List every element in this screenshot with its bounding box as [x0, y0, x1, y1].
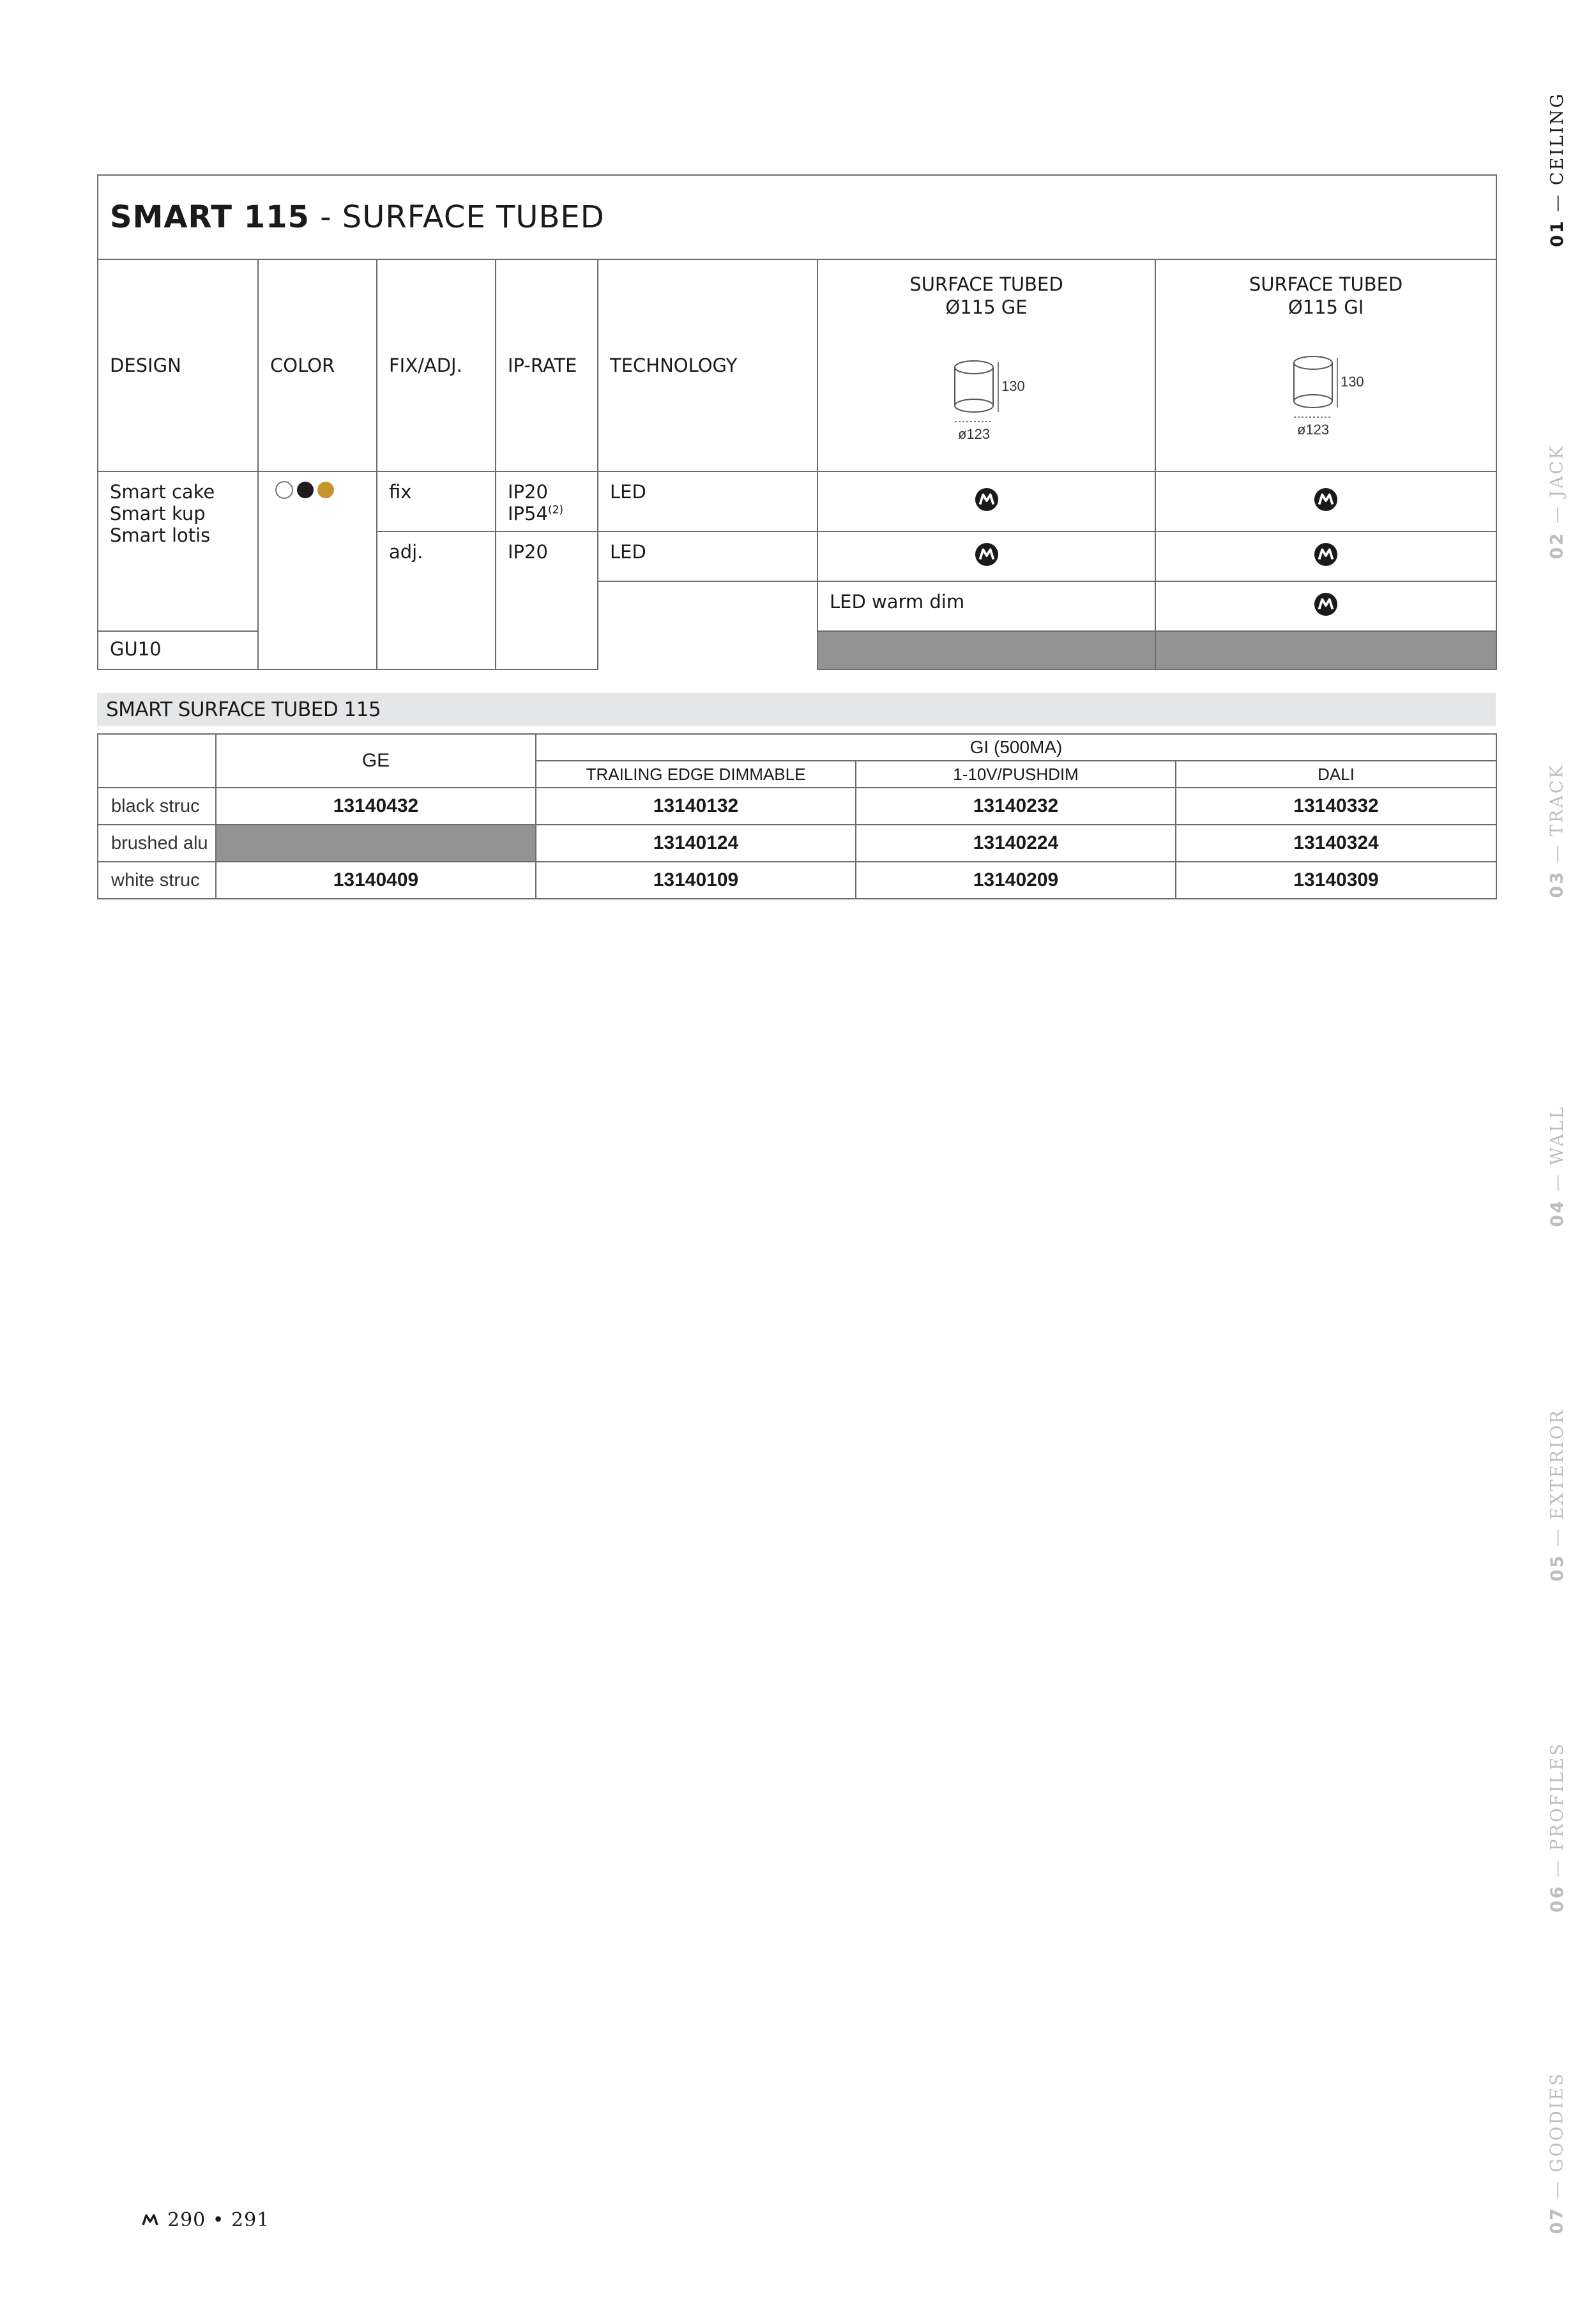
availability-cell: [817, 471, 1155, 531]
header-ip-rate: IP-RATE: [496, 259, 598, 471]
unavailable-cell: [1155, 631, 1496, 669]
design-name: Smart lotis: [110, 524, 211, 546]
variant-header-ge: [817, 259, 1155, 471]
fix-ip1: IP20: [508, 481, 548, 503]
variant-ge-line1: SURFACE TUBED: [909, 273, 1063, 295]
side-nav-goodies[interactable]: 07 — GOODIES: [1547, 2071, 1567, 2234]
side-nav-num: 07: [1547, 2206, 1567, 2234]
code-cell: 13140309: [1176, 862, 1496, 899]
corner-cell: [98, 734, 216, 788]
side-nav-ceiling[interactable]: 01 — CEILING: [1547, 91, 1567, 247]
side-nav-label: EXTERIOR: [1547, 1408, 1567, 1520]
code-cell: 13140132: [536, 788, 856, 825]
fix-label: fix: [377, 471, 496, 531]
col-header-dali: DALI: [1176, 761, 1496, 788]
row-label: brushed alu: [98, 825, 216, 862]
codes-section-title: SMART SURFACE TUBED 115: [97, 693, 1496, 726]
header-fix-adj: FIX/ADJ.: [377, 259, 496, 471]
code-cell: 13140109: [536, 862, 856, 899]
side-nav-profiles[interactable]: 06 — PROFILES: [1547, 1741, 1567, 1913]
side-nav-wall[interactable]: 04 — WALL: [1547, 1104, 1567, 1227]
variant-header-gi: [1155, 259, 1496, 471]
side-nav-exterior[interactable]: 05 — EXTERIOR: [1547, 1408, 1567, 1582]
article-code-table: [97, 733, 1497, 899]
product-title-bold: SMART 115: [110, 199, 310, 235]
brand-logo-icon: [1314, 542, 1338, 567]
lamp-dimension-drawing-gi: [1291, 351, 1387, 447]
availability-cell: [1155, 581, 1496, 631]
color-cell: [258, 471, 377, 669]
side-nav-label: JACK: [1547, 444, 1567, 498]
color-swatches: [275, 481, 334, 499]
table-row: [98, 788, 1496, 825]
availability-cell: [817, 531, 1155, 581]
lamp-diameter-ge: ø123: [957, 426, 990, 442]
variant-gi-line1: SURFACE TUBED: [1249, 273, 1403, 295]
brand-logo-icon: [975, 487, 999, 512]
adj-label: adj.: [377, 531, 496, 669]
code-cell: 13140432: [216, 788, 536, 825]
lamp-height-ge: 130: [1001, 378, 1025, 394]
code-cell: 13140332: [1176, 788, 1496, 825]
page-footer: [142, 2207, 270, 2233]
side-nav-label: TRACK: [1547, 763, 1567, 836]
side-nav-label: PROFILES: [1547, 1741, 1567, 1851]
fix-ip2: IP54: [508, 503, 548, 524]
design-name: Smart cake: [110, 481, 215, 503]
code-cell: 13140224: [856, 825, 1176, 862]
variant-ge-line2: Ø115 GE: [945, 296, 1028, 318]
fix-ip2-wrap: [508, 503, 597, 524]
brand-logo-icon: [975, 542, 999, 567]
code-cell: 13140232: [856, 788, 1176, 825]
availability-cell: [1155, 471, 1496, 531]
side-nav-label: CEILING: [1547, 91, 1567, 185]
page-numbers: 290 • 291: [167, 2208, 270, 2231]
availability-cell: [1155, 531, 1496, 581]
table-row: [98, 862, 1496, 899]
side-nav-num: 03: [1547, 869, 1567, 898]
fix-ip-rate: [496, 471, 598, 531]
row-label: black struc: [98, 788, 216, 825]
side-nav-num: 06: [1547, 1884, 1567, 1913]
code-cell: 13140324: [1176, 825, 1496, 862]
col-header-gi: GI (500MA): [536, 734, 1496, 761]
code-cell: 13140124: [536, 825, 856, 862]
product-title: [98, 175, 1496, 259]
row-label: white struc: [98, 862, 216, 899]
variant-gi-line2: Ø115 GI: [1288, 296, 1364, 318]
color-swatch-gold: [317, 482, 334, 498]
adj-technology-gu10: GU10: [98, 631, 258, 669]
header-color: COLOR: [258, 259, 377, 471]
unavailable-cell: [817, 631, 1155, 669]
code-cell: 13140209: [856, 862, 1176, 899]
col-header-1-10v: 1-10V/PUSHDIM: [856, 761, 1176, 788]
brand-logo-icon: [1314, 487, 1338, 512]
side-nav-label: WALL: [1547, 1104, 1567, 1165]
adj-technology-warm-dim: LED warm dim: [817, 581, 1155, 631]
side-nav-track[interactable]: 03 — TRACK: [1547, 763, 1567, 898]
col-header-trailing-edge: TRAILING EDGE DIMMABLE: [536, 761, 856, 788]
fix-ip2-footnote: (2): [547, 503, 564, 517]
header-design: DESIGN: [98, 259, 258, 471]
product-title-rest: - SURFACE TUBED: [309, 199, 605, 235]
color-swatch-white: [275, 481, 293, 499]
side-nav-num: 05: [1547, 1553, 1567, 1582]
side-nav-num: 02: [1547, 531, 1567, 559]
design-cell: [98, 471, 258, 631]
side-nav-num: 04: [1547, 1198, 1567, 1227]
header-technology: TECHNOLOGY: [598, 259, 817, 471]
code-cell: 13140409: [216, 862, 536, 899]
design-spacer: [598, 581, 817, 669]
side-nav-num: 01: [1547, 218, 1567, 247]
adj-technology-led: LED: [598, 531, 817, 581]
lamp-height-gi: 130: [1341, 374, 1364, 390]
color-swatch-black: [297, 482, 314, 498]
col-header-ge: GE: [216, 734, 536, 788]
brand-logo-icon: [142, 2213, 158, 2226]
product-spec-table: [97, 174, 1497, 670]
side-nav-jack[interactable]: 02 — JACK: [1547, 444, 1567, 559]
brand-logo-icon: [1314, 592, 1338, 616]
adj-ip-rate: IP20: [496, 531, 598, 669]
lamp-dimension-drawing-ge: [952, 356, 1047, 452]
side-nav-label: GOODIES: [1547, 2071, 1567, 2173]
unavailable-cell: [216, 825, 536, 862]
fix-technology: LED: [598, 471, 817, 531]
table-row: [98, 825, 1496, 862]
lamp-diameter-gi: ø123: [1297, 422, 1330, 438]
design-name: Smart kup: [110, 503, 206, 524]
